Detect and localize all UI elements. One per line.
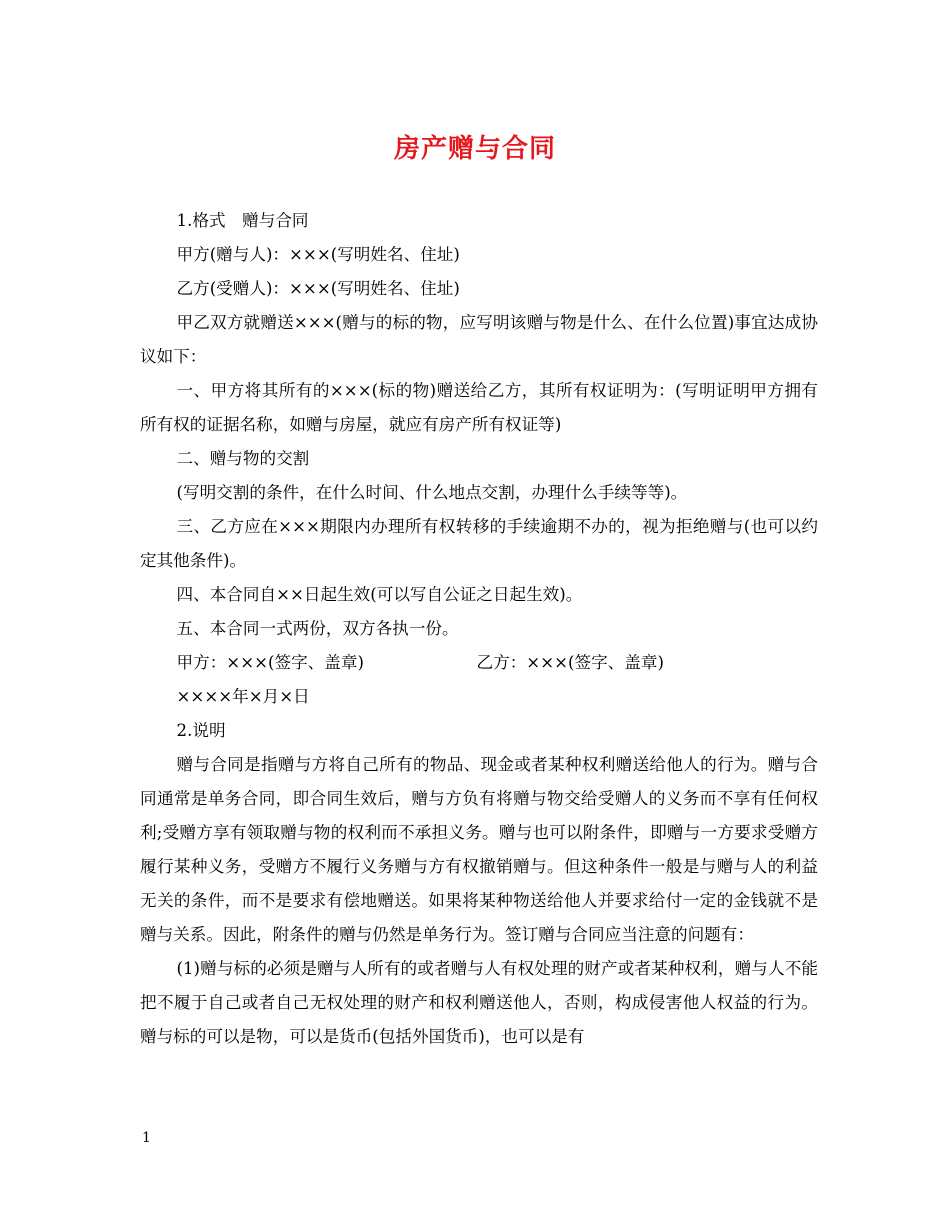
signature-party-b: 乙方：×××(签字、盖章) (476, 653, 664, 672)
document-body (140, 204, 818, 1054)
date-line: ××××年×月×日 (176, 687, 310, 706)
signature-party-a: 甲方：×××(签字、盖章) (176, 653, 364, 672)
document-title: 房产赠与合同 (393, 134, 556, 164)
clause-five: 五、本合同一式两份，双方各执一份。 (176, 619, 459, 638)
page-number: 1 (142, 1130, 151, 1146)
agreement-intro: 甲乙双方就赠送×××(赠与的标的物，应写明该赠与物是什么、在什么位置)事宜达成协议如下： (140, 313, 818, 366)
clause-two-body: (写明交割的条件，在什么时间、什么地点交割，办理什么手续等等)。 (176, 483, 688, 502)
explanation-paragraph: 赠与合同是指赠与方将自己所有的物品、现金或者某种权利赠送给他人的行为。赠与合同通常是单务合同，即合同生效后，赠与方负有将赠与物交给受赠人的义务而不享有任何权利;受赠方享有领取赠与物的权利而不承担义务。赠与也可以附条件，即赠与一方要求受赠方履行某种义务，受赠方不履行义务赠与方有权撤销赠与。但这种条件一般是与赠与人的利益无关的条件，而不是要求有偿地赠送。如果将某种物送给他人并要求给付一定的金钱就不是赠与关系。因此，附条件的赠与仍然是单务行为。签订赠与合同应当注意的问题有： (140, 755, 818, 944)
clause-one: 一、甲方将其所有的×××(标的物)赠送给乙方，其所有权证明为：(写明证明甲方拥有所有权的证据名称，如赠与房屋，就应有房产所有权证等) (140, 381, 818, 434)
section-heading-format: 1.格式 赠与合同 (176, 211, 309, 230)
clause-three: 三、乙方应在×××期限内办理所有权转移的手续逾期不办的，视为拒绝赠与(也可以约定其他条件)。 (140, 517, 818, 570)
section-heading-explanation: 2.说明 (176, 721, 226, 740)
clause-four: 四、本合同自××日起生效(可以写自公证之日起生效)。 (176, 585, 583, 604)
clause-two-heading: 二、赠与物的交割 (176, 449, 310, 468)
party-b-line: 乙方(受赠人)：×××(写明姓名、住址) (176, 279, 460, 298)
explanation-point-one: (1)赠与标的必须是赠与人所有的或者赠与人有权处理的财产或者某种权利，赠与人不能把不履于自己或者自己无权处理的财产和权利赠送他人，否则，构成侵害他人权益的行为。赠与标的可以是物，可以是货币(包括外国货币)，也可以是有 (140, 959, 818, 1046)
party-a-line: 甲方(赠与人)：×××(写明姓名、住址) (176, 245, 460, 264)
signature-row (140, 646, 818, 680)
